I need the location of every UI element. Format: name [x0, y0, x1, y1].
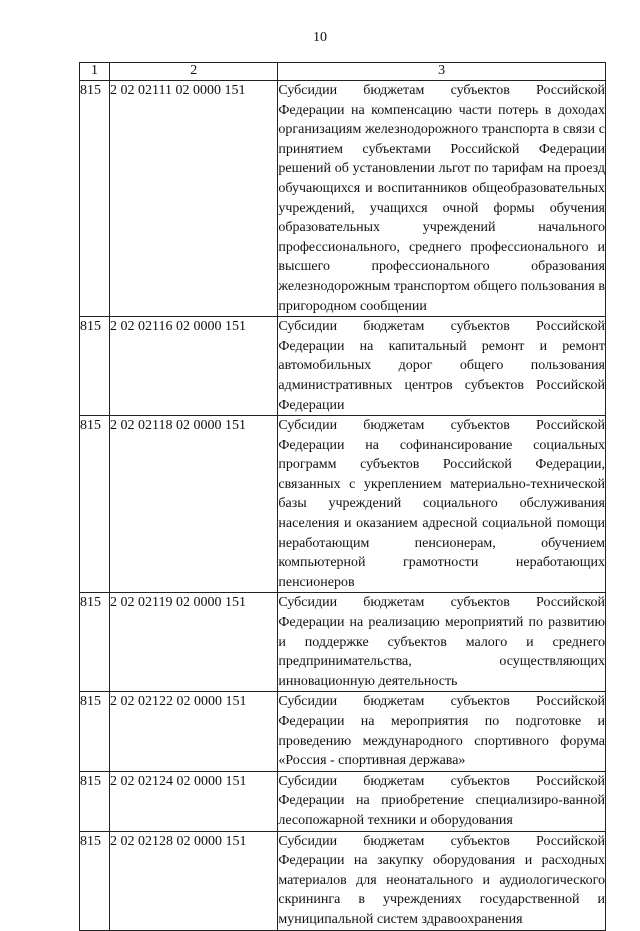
table-header-row — [80, 63, 606, 81]
admin-code-cell: 815 — [80, 692, 110, 771]
description-cell: Субсидии бюджетам субъектов Российской Федерации на компенсацию части потерь в доходах организациям железнодорожного транспорта в связи с принятием субъектами Российской Федерации решений об установлении льгот по тарифам на проезд обучающихся и воспитанников общеобразовательных учреждений, учащихся очной формы обучения образовательных учреждений начального профессионального, среднего профессионального и высшего профессионального образования железнодорожным транспортом общего пользования в пригородном сообщении — [278, 81, 606, 317]
budget-code-cell: 2 02 02111 02 0000 151 — [110, 81, 278, 317]
description-cell: Субсидии бюджетам субъектов Российской Федерации на закупку оборудования и расходных материалов для неонатального и аудиологического скрининга в учреждениях государственной и муниципальной систем здравоохранения — [278, 831, 606, 930]
admin-code-cell: 815 — [80, 317, 110, 416]
admin-code-cell: 815 — [80, 771, 110, 831]
table-row — [80, 771, 606, 831]
table-row — [80, 831, 606, 930]
description-cell: Субсидии бюджетам субъектов Российской Федерации на реализацию мероприятий по развитию и поддержке субъектов малого и среднего предпринимательства, осуществляющих инновационную деятельность — [278, 593, 606, 692]
admin-code-cell: 815 — [80, 81, 110, 317]
description-cell: Субсидии бюджетам субъектов Российской Федерации на капитальный ремонт и ремонт автомобильных дорог общего пользования административных центров субъектов Российской Федерации — [278, 317, 606, 416]
column-header-1: 1 — [80, 63, 110, 81]
budget-code-cell: 2 02 02128 02 0000 151 — [110, 831, 278, 930]
budget-code-cell: 2 02 02124 02 0000 151 — [110, 771, 278, 831]
table-row — [80, 317, 606, 416]
column-header-3: 3 — [278, 63, 606, 81]
budget-code-cell: 2 02 02118 02 0000 151 — [110, 416, 278, 593]
column-header-2: 2 — [110, 63, 278, 81]
description-cell: Субсидии бюджетам субъектов Российской Федерации на софинансирование социальных программ субъектов Российской Федерации, связанных с укреплением материально-технической базы учреждений социального обслуживания населения и оказанием адресной социальной помощи неработающим пенсионерам, обучением компьютерной грамотности неработающих пенсионеров — [278, 416, 606, 593]
page-number: 10 — [313, 30, 327, 45]
table-row — [80, 593, 606, 692]
admin-code-cell: 815 — [80, 416, 110, 593]
admin-code-cell: 815 — [80, 593, 110, 692]
description-cell: Субсидии бюджетам субъектов Российской Федерации на приобретение специализиро-ванной лесопожарной техники и оборудования — [278, 771, 606, 831]
budget-code-cell: 2 02 02119 02 0000 151 — [110, 593, 278, 692]
table-row — [80, 416, 606, 593]
revenue-codes-table — [79, 62, 606, 931]
table-row — [80, 692, 606, 771]
admin-code-cell: 815 — [80, 831, 110, 930]
description-cell: Субсидии бюджетам субъектов Российской Федерации на мероприятия по подготовке и проведению международного спортивного форума «Россия - спортивная держава» — [278, 692, 606, 771]
budget-code-cell: 2 02 02122 02 0000 151 — [110, 692, 278, 771]
table-row — [80, 81, 606, 317]
budget-code-cell: 2 02 02116 02 0000 151 — [110, 317, 278, 416]
